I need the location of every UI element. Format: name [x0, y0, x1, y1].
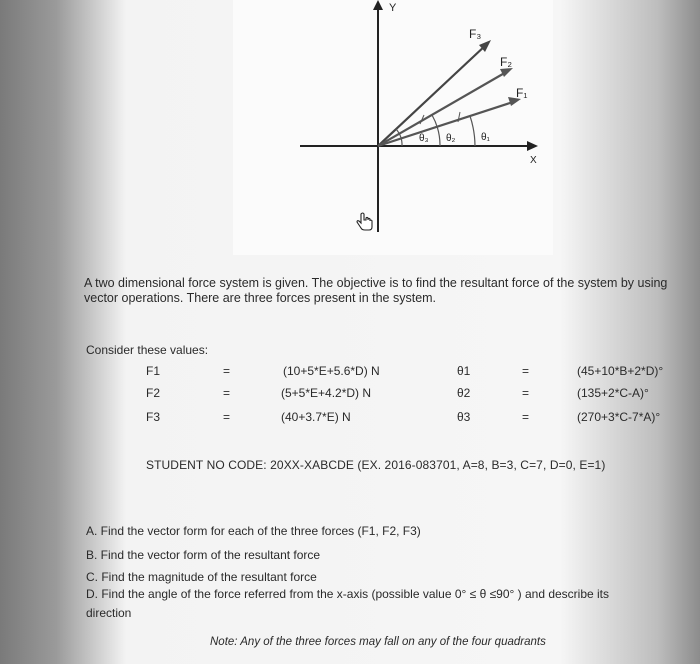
row1-angle: θ1: [457, 364, 471, 378]
row1-angle-value: (45+10*B+2*D)°: [577, 364, 664, 378]
row3-equals-2: =: [522, 410, 530, 424]
row1-magnitude: (10+5*E+5.6*D) N: [283, 364, 380, 378]
axis-y-label: Y: [389, 2, 397, 14]
row2-equals: =: [223, 386, 231, 400]
row3-angle: θ3: [457, 410, 471, 424]
question-d-continued: direction: [86, 606, 132, 620]
y-axis-arrowhead: [373, 0, 383, 10]
row2-equals-2: =: [522, 386, 530, 400]
footer-note: Note: Any of the three forces may fall on any of the four quadrants: [210, 636, 546, 648]
row2-angle-value: (135+2*C-A)°: [577, 386, 649, 400]
question-a: A. Find the vector form for each of the three forces (F1, F2, F3): [86, 524, 421, 538]
hand-pointer-icon: [357, 213, 372, 230]
angle-label-theta3: θ₃: [419, 133, 429, 144]
force-label-f3: F₃: [469, 27, 482, 41]
row2-force: F2: [146, 386, 161, 400]
row3-force: F3: [146, 410, 161, 424]
angle-label-theta2: θ₂: [446, 133, 456, 144]
force-label-f1: F₁: [516, 86, 528, 100]
row3-magnitude: (40+3.7*E) N: [281, 410, 351, 424]
student-code: STUDENT NO CODE: 20XX-XABCDE (EX. 2016-083701, A=8, B=3, C=7, D=0, E=1): [146, 458, 606, 472]
axis-x-label: X: [530, 155, 537, 166]
question-b: B. Find the vector form of the resultant force: [86, 548, 321, 562]
force-label-f2: F₂: [500, 55, 512, 69]
force-diagram: [0, 0, 700, 270]
problem-description: A two dimensional force system is given. The objective is to find the resultant force of the system by using vector operations. There are three forces present in the system.: [84, 276, 668, 305]
angle-label-theta1: θ₁: [481, 132, 490, 143]
angle-arc-theta1: [470, 116, 475, 146]
row1-equals: =: [223, 364, 231, 378]
question-c: C. Find the magnitude of the resultant force: [86, 570, 317, 584]
row2-angle: θ2: [457, 386, 471, 400]
force-f3-vector: [378, 44, 487, 146]
row2-magnitude: (5+5*E+4.2*D) N: [281, 386, 372, 400]
angle-arc-theta2: [432, 115, 440, 146]
x-axis-arrowhead: [527, 141, 538, 151]
question-d: D. Find the angle of the force referred from the x-axis (possible value 0° ≤ θ ≤90° ) and describe its: [86, 587, 610, 601]
row1-force: F1: [146, 364, 161, 378]
row3-angle-value: (270+3*C-7*A)°: [577, 410, 661, 424]
values-heading: Consider these values:: [86, 343, 209, 357]
row1-equals-2: =: [522, 364, 530, 378]
row3-equals: =: [223, 410, 231, 424]
